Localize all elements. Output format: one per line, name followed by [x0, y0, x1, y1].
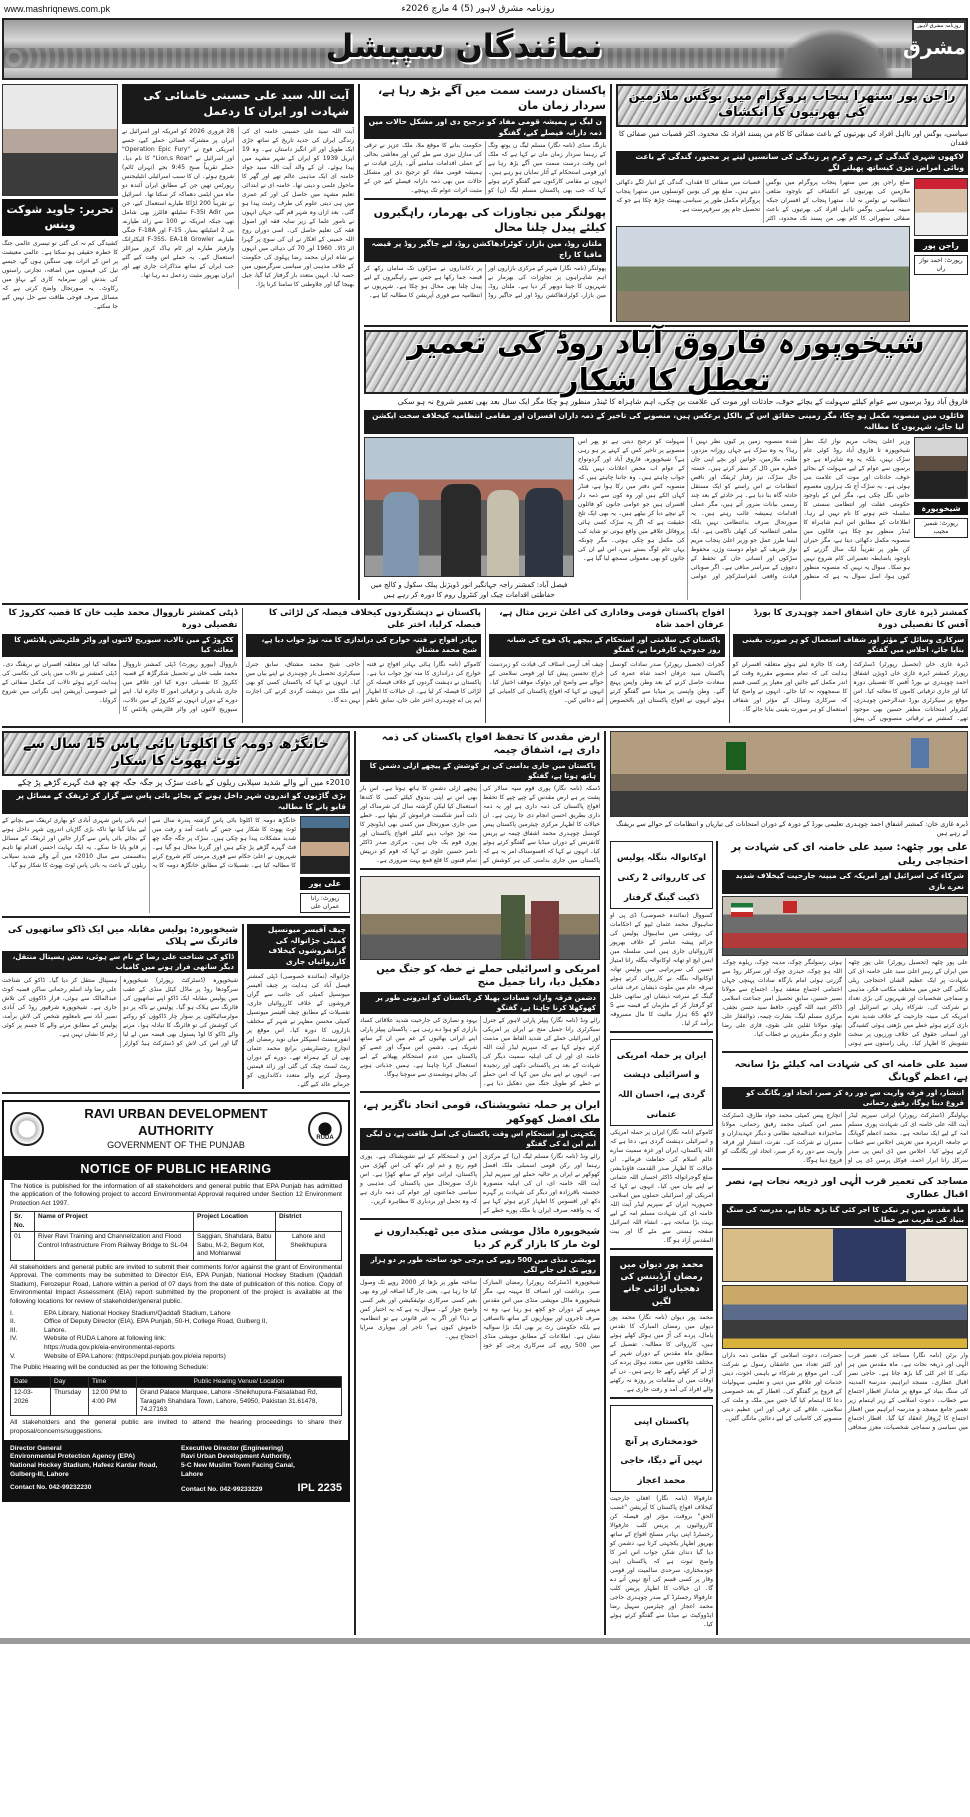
row-stories — [2, 608, 968, 722]
person-figure — [531, 901, 559, 959]
azam-headline: سید علی خامنہ ای کی شہادت امہ کیلئے بڑا سانحہ ہے، اعظم گوپانگ — [734, 1059, 968, 1083]
azam-subhead: انتشار، اور فرقہ واریت سے دور رہ کر صبر، اتحاد اور یگانگت کو فروغ دینا ہوگا، رفیق رحمانی — [722, 1087, 968, 1109]
khangarh-reporter-card — [300, 816, 350, 913]
rana-jamil-subhead: دشمن فرقہ وارانہ فسادات پھیلا کر پاکستان کو اندرونی طور پر کھوکھلا کرنا چاہتا ہے، گفتگو — [360, 992, 600, 1014]
schedule-row — [11, 1388, 342, 1416]
rajanpur-banner — [616, 84, 968, 127]
police-recovery-photo — [360, 876, 600, 960]
location-item — [10, 1318, 342, 1327]
ruda-seal-text: RUDA — [316, 1134, 334, 1141]
pakistan-body — [364, 141, 606, 195]
location-text: Office of Deputy Director (EIA), EPA Punjab, 50-H, College Road, Gulberg II, — [44, 1318, 268, 1326]
rajanpur-main — [616, 178, 910, 322]
top-right — [364, 84, 968, 600]
police-body-text: شیخوپورہ (ڈسٹرکٹ رپورٹر) شیخوپورہ سرگودھا روڈ پر ماڈل کیٹل منڈی کے عقب میں پولیس مقابلہ ایک ڈاکو اپنے ساتھیوں کی فائرنگ سے ہلاک ہو گیا۔ پولیس نے ناکہ پر دو موٹرسائیکلوں پر سوار چار ڈاکوؤں کو روکنے کی کوشش کی تو فائرنگ کا تبادلہ ہوا۔ مرنے والے ڈاکو کا لوڈ پستول بھی قبضہ میں لے لیا گیا اور اس کی لاش کو ڈسٹرکٹ ہیڈ کوارٹر ہسپتال منتقل کر دیا گیا۔ ڈاکو کی شناخت علی رضا ولد اسلم رحمانی ساکن قصبہ کوٹ عبدالمالک سے ہوئی، فرار ڈاکوؤں کی تلاش جاری ہے۔ شیخوپورہ شرقپور روڈ کی آبادی نصیر آباد سے نامعلوم شخص کی لاش برآمد، پولیس کے مطابق مرنے والے کا جسم پر کوئی زخم کا نشان نہیں ہے۔ — [2, 977, 238, 1048]
masajid-subhead: ماہ مقدس میں ہر نیکی کا اجر کئی گنا بڑھ جاتا ہے، مدرسہ کی سنگ بنیاد کی تقریب سے خطاب — [722, 1204, 968, 1226]
ejaz-body — [610, 1494, 713, 1629]
lead-photo — [364, 437, 574, 577]
khangarh-subhead2: بڑی گاڑیوں کو اندرون شہر داخل ہونے کے بجائے بائی پاس سے گزار کر ٹریفک کے مسائل پر قابو پانے کا مطالبہ — [2, 790, 350, 814]
lead-photo-caption: فیصل آباد: کمشنر راجہ جہانگیر انور ڈویژنل پبلک سکول و کالج میں حفاظتی اقدامات چیک اور کنٹرول روم کا دورہ کر رہے ہیں — [370, 581, 568, 600]
flag-icon — [731, 903, 753, 917]
arz-headline: ارض مقدس کا تحفظ افواج پاکستان کی ذمہ داری ہے، اشفاق چیمہ — [381, 731, 600, 756]
schedule-col-header: Public Hearing Venue/ Location — [137, 1376, 342, 1387]
project-col-header: District — [276, 1212, 342, 1232]
khangarh-headline: خانگڑھ دومہ کا اکلوتا بائی پاس 15 سال سے ٹوٹ پھوٹ کا شکار — [22, 735, 330, 769]
project-table-wrap — [4, 1211, 348, 1260]
ehsan-headline: ایران پر حملہ امریکی و اسرائیلی دہشت گردی ہے، احسان اللہ عثمانی — [616, 1050, 707, 1120]
row-story-body: ڈیرہ غازی خان (تحصیل رپورٹر) ڈسٹرکٹ رپورٹر کمشنر ڈیرہ غازی خان ڈویژن اشفاق احمد چوہدری نے بورڈ آفس کا تفصیلی دورہ کیا اور جاری ترقیاتی کاموں کا معائنہ کیا۔ اس موقع پر سیکرٹری بورڈ عبدالرحمن چوہدری، کنٹرولر امتحانات مظفر حسین بھی موجود تھے۔ کمشنر نے ترقیاتی منصوبوں کی پیش رفت کا جائزہ لیتے ہوئے متعلقہ افسران کو ہدایت کی کہ تمام منصوبے مقررہ وقت کے اندر مکمل کیے جائیں اور معیار پر کسی قسم کا سمجھوتہ نہ کیا جائے۔ انہوں نے واضح کیا کہ سرکاری وسائل کے مؤثر اور شفاف استعمال کو ہر صورت یقینی بنایا جائے گا۔ — [732, 660, 968, 722]
pakistan-phoolnagar — [364, 84, 612, 322]
lower-right-cols — [610, 841, 968, 1635]
row-story-subhead: ککروڑ کے مین تالاب، سیوریج لائنوں اور واٹر فلٹریشن پلانٹس کا معائنہ کیا — [2, 634, 238, 656]
location-num: I. — [10, 1309, 14, 1317]
row-story — [2, 608, 238, 722]
columnist-cols — [122, 127, 354, 289]
ramzan-body — [610, 1313, 713, 1394]
khangarh-place: علی پور — [300, 877, 350, 890]
schedule-col-header: Date — [11, 1376, 51, 1387]
location-text: Website of EPA Lahore: (https://epd.punjab.gov.pk/eia reports) — [44, 1352, 226, 1360]
mandi-headline: شیخوپورہ ماڈل مویشی منڈی میں ٹھیکیداروں نے لوٹ مار کا بازار گرم کر دیا — [374, 1226, 600, 1251]
azam-body-text: بہاولنگر (ڈسٹرکٹ رپورٹر) ایرانی سپریم لیڈر آیت اللہ علی خامنہ ای کی شہادت پوری مسلم امہ کے لیے ایک سانحہ ہے۔ محمد اعظم گوپانگ نے جامعہ الزہرہ میں تعزیتی اجلاس سے خطاب کرتے ہوئے کیا۔ اجلاس میں ڈی ایس پی صدر سرکل رانا ابرار احمد، فوکل پرسن ڈی پی او انچارج پیس کمیٹی محمد جواد طارق، ڈسٹرکٹ ممبر امن کمیٹی محمد رفیق رحمانی، مولانا صاحبزادہ عبدالمجید نظامی و دیگر عہدیداران و ممبران نے شرکت کی۔ نفرت، انتشار اور فرقہ واریت سے دور رہ کر صبر، اتحاد اور یگانگت کو فروغ دینا ہوگا۔ — [722, 1112, 968, 1164]
jaranwala-story — [242, 924, 350, 1090]
person-figure — [487, 490, 519, 576]
ejaz-story — [610, 1405, 713, 1632]
ehsan-box — [610, 1039, 713, 1126]
mandi-body — [360, 1278, 600, 1350]
project-table — [10, 1211, 342, 1260]
lead-body-text: وزیر اعلیٰ پنجاب مریم نواز ایک نظر شیخوپورہ تا فاروق آباد روڈ کوئی عام سڑک نہیں، بلکہ یہ وہ شاہراہ ہے جو برسوں سے عوام کے لیے سہولت کے بجائے خوف، حادثات اور موت کی علامت بنی ہوئی ہے۔ یہ سڑک آج تک ہزاروں معصوم جانیں نگل چکی ہے، مگر اس کے باوجود حکومتی غفلت اور انتظامی سستی کا سلسلہ ختم ہونے کا نام نہیں لے رہا۔ اطلاعات کے مطابق اس اہم شاہراہ کا ٹینڈر منظور ہو چکا ہے، فائلوں میں منصوبہ مکمل دکھائی دیتا ہے، مگر حیران کن طور پر تقریباً ایک سال گزرنے کے باوجود باضابطہ تعمیراتی کام شروع نہیں ہو سکا۔ سوال یہ نہیں کہ منصوبہ منظور کیوں ہوا، اصل سوال یہ ہے کہ منظور شدہ منصوبہ زمین پر کیوں نظر نہیں آ رہا؟ یہ وہ سڑک ہے جہاں روزانہ مزدور، طلبہ، ملازمین، خواتین اور بچے اپنی جان خطرے میں ڈال کر سفر کرتے ہیں۔ خستہ حال سڑک، تیز رفتار ٹریفک اور ناقص انتظامات نے اس راستے کو ایک مستقل حادثہ گاہ بنا دیا ہے۔ ہر حادثے کے بعد چند رسمی بیانات ضرور آتے ہیں، مگر عملی اقدامات ہمیشہ غائب رہتے ہیں۔ یہ صورتحال صرف بدانتظامی نہیں بلکہ ضلعی انتظامیہ کی کھلی ناکامی ہے۔ ایک ایسا طرز عمل جو وزیر اعلیٰ پنجاب مریم نواز شریف کے عوام دوست وژن، محفوظ سڑکوں اور انسانی جان کے تحفظ کے دعوؤں کے سراسر منافی ہے۔ اگر صوبائی قیادت واقعی انفراسٹرکچر اور عوامی سہولت کو ترجیح دیتی ہے تو پھر اس منصوبے پر تاخیر کس کے کہنے پر ہو رہی ہے؟ شیخوپورہ، فاروق آباد اور گردونواح کے عوام اب محض اعلانات نہیں بلکہ جواب چاہتے ہیں۔ وہ جاننا چاہتے ہیں کہ منصوبہ کس دفتر میں رکا ہوا ہے، فنڈز کہاں اٹکے ہیں اور وہ کون سے ذمہ دار افسران ہیں جو عوامی جانوں کو فائلوں کے نیچے دبا کر بیٹھے ہیں۔ یہ بھی ایک تلخ حقیقت ہے کہ اگر یہ سڑک کسی ہائی پروفائل علاقے میں واقع ہوتی تو شاید کب کی مکمل ہو چکی ہوتی۔ مگر چونکہ یہاں عام لوگ بستے ہیں، اس لیے ان کی جانوں کو بھی معمولی سمجھ لیا گیا ہے۔ — [578, 438, 910, 580]
narrow-col — [610, 841, 718, 1635]
flag-icon — [726, 742, 746, 770]
malik-body — [360, 1152, 600, 1215]
okanwala-headline: اوکانوالہ بنگلہ پولیس کی کارروائی 2 رکنی ڈکیت گینگ گرفتار — [616, 853, 707, 903]
footer-left — [10, 1445, 171, 1495]
location-text: Website of RUDA Lahore at following link: — [44, 1335, 166, 1343]
divider — [2, 726, 968, 728]
masthead-mountain — [774, 28, 894, 78]
ramzan-body-text: محمد پور دیوان (نامہ نگار) محمد پور دیوان میں رمضان المبارک کا تقدس پامال، پردے کی آڑ میں ہوٹل کھلے ہوئے ہیں، کارروائی کا مطالبہ۔ تفصیل کے مطابق ماہ مقدس کے دوران شہر کے مختلف علاقوں میں متعدد ہوٹل پردے کی آڑ لے کر کھلے رکھے جا رہے ہیں۔ دن کے اوقات میں ان مقامات پر روزہ نہ رکھنے والے افراد کی آمد و رفت جاری ہے۔ — [610, 1313, 713, 1393]
project-cell: River Ravi Training and Channelization and Flood Control Infrastructure From Railway Bridge to SL-04 — [35, 1232, 194, 1260]
masajid-story — [722, 1176, 968, 1435]
rally-headline: علی پور چٹھہ: سید علی خامنہ ای کی شہادت پر احتجاجی ریلی — [731, 842, 968, 867]
rajanpur-body — [616, 178, 910, 223]
footer-contact-row — [181, 1481, 342, 1495]
row-story-subhead: پاکستان کی سلامتی اور استحکام کے پیچھے پاک فوج کی شبانہ روز جدوجہد کارفرما ہے، گفتگو — [489, 634, 725, 656]
lead-body — [578, 437, 910, 600]
khangarh-body — [2, 816, 296, 913]
masajid-photo — [722, 1285, 968, 1349]
ipl-code: IPL 2235 — [297, 1481, 342, 1494]
location-num: III. — [10, 1326, 18, 1334]
okanwala-body-text: کسووال (نمائندہ خصوصی) ڈی پی او ساہیوال محمد عثمان ٹیپو کے احکامات کی روشنی میں ساہیوال پولیس کی جرائم پیشہ عناصر کے خلاف بھرپور کارروائیاں جاری ہیں اسی سلسلہ میں ایس ایچ او تھانہ اوکانوالہ بنگلہ رانا امتیاز حسین کی سربراہی میں پولیس تھانہ اوکانوالہ بنگلہ نے کارروائی کرتے ہوئے سرقہ عام میں ملوث ذیشان عرف شانی گینگ کے سرغنہ ذیشان اور ساتھی خلیل کو گرفتار کر کے ملزمان کے قبضہ سے 5 لاکھ 65 ہزار مالیت کا مال مسروقہ برآمد کر لیا۔ — [610, 911, 713, 1027]
okanwala-body — [610, 911, 713, 1028]
khangarh-content — [2, 816, 350, 913]
person-figure — [441, 484, 481, 576]
ehsan-body-text: کاموکے (نامہ نگار) ایران پر حملہ امریکی و اسرائیلی دہشت گردی ہے، دعا ہے کہ اللہ پاکستان، ایران اور غزہ سمیت سارے عالم اسلام کی حفاظت فرمائے۔ ان خیالات کا اظہار صدر القدمت فاؤنڈیشن ضلع گوجرانوالہ ڈاکٹر احسان اللہ عثمانی نے اپنے بیان میں کیا۔ انہوں نے کہا کہ امریکی اور اسرائیلی حملوں میں اسلامی جمہوریہ ایران کے سپریم لیڈر آیت اللہ خامنہ ای کی شہادت مسلم امہ کے لیے بہت بڑا سانحہ ہے۔ انشاء اللہ اسرائیل صفحہ ہستی سے مٹے گا اور بیت المقدس آزاد ہو گا۔ — [610, 1128, 713, 1244]
malik-headline: ایران پر حملہ تشویشناک، قومی اتحاد ناگزیر ہے، ملک افضل کھوکھر — [362, 1100, 600, 1125]
columnist-col3-text: کشیدگی کم نہ کی گئی تو تیسری عالمی جنگ کا خطرہ حقیقی ہو سکتا ہے۔ عالمی معیشت پر اس کے اثرات بھی سنگین ہوں گے، جیسے تیل کی قیمتوں میں اضافہ، تجارتی راستوں کی بندش اور سرمایہ کاری کے بہاؤ میں رکاوٹ۔ یہ صورتحال واضح کرتی ہے کہ مسائل صرف فوجی طاقت سے حل نہیں کیے جا سکتے۔ — [2, 239, 118, 310]
columnist-col1-text: آیت اللہ سید علی حسینی خامنہ ای کی زندگی ایران کی جدید تاریخ کے ساتھ جڑی ایک طویل اور اثر انگیز داستان ہے۔ وہ 19 اپریل 1939 کو ایران کے شہر مشہد میں پیدا ہوئے۔ ان کے والد آیت اللہ سید جواد خامنہ ای ایک مذہبی عالم تھے اور گھر کا ماحول علمی و دینی تھا۔ خامنہ ای نے ابتدائی تعلیم مشہد میں حاصل کی اور کم عمری میں ہی دینی علوم کی طرف رغبت پیدا ہو گئی۔ بعد ازاں وہ شہر قم گئے، جہاں انہوں نے نامور علما کے زیر سایہ فقہ اور اصول فقہ کی تعلیم حاصل کی۔ اسی دوران روح اللہ خمینی کے افکار نے ان کی سوچ پر گہرا اثر ڈالا۔ 1960 اور 70 کی دہائی میں انہوں نے شاہ ایران محمد رضا پہلوی کی حکومت کے خلاف مذہبی اور سیاسی سرگرمیوں میں حصہ لیا۔ انہیں متعدد بار گرفتار کیا گیا، جیل بھیجا گیا اور جلاوطنی کا سامنا کرنا پڑا۔ — [242, 127, 354, 288]
mandi-subhead: مویشی منڈی میں 500 روپے کی پرچی خود ساختہ طور پر دو ہزار روپے تک لی جانے لگی — [360, 1254, 600, 1276]
columnist-headline: آیت اللہ سید علی حسینی خامنائی کی شہادت اور ایران کا ردعمل — [122, 84, 354, 124]
project-cell: Lahore and Sheikhupura — [276, 1232, 342, 1260]
lead-subhead2: فائلوں میں منصوبہ مکمل ہو چکا، مگر زمینی حقائق اس کے بالکل برعکس ہیں، منصوبے کی تاخیر کے ذمہ داران افسران اور مقامی انتظامیہ کیخلاف سخت ایکشن لیا جائے، شہریوں کا مطالبہ — [364, 410, 968, 434]
location-text: EPA Library, National Hockey Stadium/Qaddafi Stadium, Lahore — [44, 1309, 231, 1317]
police-body — [2, 976, 238, 1048]
arz-body — [360, 784, 600, 865]
location-num: II. — [10, 1318, 16, 1326]
location-item — [10, 1353, 342, 1362]
schedule-table-wrap — [4, 1376, 348, 1417]
rajanpur-reporter-photo — [914, 178, 968, 236]
comments-text: All stakeholders and general public are invited to submit their comments for/or against the grant of Environmental Approval. The comments may be submitted to Director EIA, EPA Punjab, National Hockey Stadium (Qaddafi Stadium), Ferozepur Road, Lahore within a period of 07 days from the date of publication of this notice. Copy of Environmental Impact Assessment (EIA) report submitted by the proponent of the project is available at the following locations for review of stakeholder/general public. — [10, 1263, 342, 1305]
schedule-cell: 12:00 PM to 4:00 PM — [89, 1388, 137, 1416]
rajanpur-headline: راجن پور ستھرا پنجاب پروگرام میں بوگس ملازمین کی بھرتیوں کا انکشاف — [628, 89, 956, 121]
notice-title: NOTICE OF PUBLIC HEARING — [4, 1158, 348, 1180]
row-story-body: نارووال (بیورو رپورٹ) ڈپٹی کمشنر نارووال محمد طیب خان نے تحصیل شکرگڑھ کے قصبہ ککروڑ کا تفصیلی دورہ کیا اور علاقے میں جاری بلدیاتی و ترقیاتی امور کا جائزہ لیا۔ اپنے دورے کے دوران انہوں نے ککروڑ کے مین تالاب، سیوریج لائنوں اور واٹر فلٹریشن پلانٹس کا معائنہ کیا اور متعلقہ افسران نے بریفنگ دی۔ ڈپٹی کمشنر نے تالاب میں پانی کی نکاسی کی ہدایت کرتے ہوئے تالاب کی مکمل صفائی کے لیے خصوصی آپریشن اپنی نگرانی میں شروع کروایا۔ — [2, 660, 238, 713]
row-story-body: کاموکے (نامہ نگار) ہائی بہادر افواج نے فتنہ خوارج کی دراندازی کا منہ توڑ جواب دیا ہے۔ پاکستان نے دہشت گردوں کے خلاف فیصلہ کن لڑائی کا فیصلہ کر لیا ہے۔ ان خیالات کا اظہار ایم پی اے چوہدری اختر علی خان، سابق ناظم حاجی شیخ محمد مشتاق، سابق جنرل سیکرٹری تحصیل بار چوہدری نے اپنے بیان میں کیا۔ انہوں نے کہا کہ پاکستان کسی کو بھی اپنے ملک میں دہشت گردی کرنے کی اجازت نہیں دے گا۔ — [245, 660, 481, 704]
project-col-header: Sr. No. — [11, 1212, 35, 1232]
project-row — [11, 1232, 342, 1260]
project-col-header: Project Location — [194, 1212, 276, 1232]
location-item[interactable] — [10, 1344, 342, 1353]
footer-line: Director General — [10, 1444, 62, 1452]
schedule-col-header: Day — [51, 1376, 89, 1387]
rana-jamil-body — [360, 1016, 600, 1088]
meeting-photo-caption: ڈیرہ غازی خان: کمشنر اشفاق احمد چوہدری تعلیمی بورڈ کے دورہ کے دوران امتحانات کی تیاریاں و انتظامات کے حوالے سے بریفنگ لے رہے ہیں — [616, 819, 968, 837]
page-bottom-rule — [0, 1638, 970, 1644]
closing-text: All stakeholders and the general public are invited to attend the hearing proceedings to share their proposal/concerns/suggestions. — [10, 1419, 342, 1436]
phoolnagar-headline: پھولنگر میں تجاوزات کی بھرمار، راہگیروں کیلئے پیدل چلنا محال — [373, 206, 606, 235]
row-story-body: گجرات (تحصیل رپورٹر) صدر سادات کونسل پاکستان سید عرفان احمد شاہ عمرہ کی سعادت حاصل کرنے کے بعد وطن واپس پہنچ گئے۔ وطن واپسی پر میڈیا سے گفتگو کرتے ہوئے انہوں نے افواج پاکستان اور بالخصوص چیف آف آرمی اسٹاف کی قیادت کو زبردست خراج تحسین پیش کیا اور قومی سلامتی کے حوالے سے واضح اور دوٹوک موقف اختیار کیا۔ انہوں نے کہا کہ افواج پاکستان کی کامیابی کے لیے دعائیں کیں۔ — [489, 660, 725, 704]
ruda-link[interactable]: https://ruda.gov.pk/eia-environmental-reports — [44, 1343, 175, 1351]
notice-intro: The Notice is published for the information of all stakeholders and general public that EPA Punjab has admitted the application of the following project to accord Environmental Approval required under Section 12 Environment Protection Act 1997. — [10, 1182, 342, 1207]
ramzan-story — [610, 1256, 713, 1399]
columnist-col3 — [2, 239, 118, 311]
malik-subhead: یکجہتی اور استحکام اس وقت پاکستان کی اصل طاقت ہے، ن لیگی ایم این اے کی گفتگو — [360, 1128, 600, 1150]
ad-header — [4, 1102, 348, 1157]
phoolnagar-body-text: پھولنگر (نامہ نگار) شہر کے مرکزی بازاروں اور اہم شاہراہوں پر تجاوزات کی بھرمار نے شہریوں کا جینا دوبھر کر دیا ہے۔ ملتان روڈ، مین بازار، کوٹرادھاکشن روڈ اور لبے جاگیر روڈ پر دکانداروں نے سڑکوں تک سامان رکھ کر قبضہ جما رکھا ہے جس سے راہگیروں کے لیے پیدل چلنا بھی محال ہو چکا ہے۔ شہریوں نے انتظامیہ سے فوری آپریشن کا مطالبہ کیا ہے۔ — [364, 264, 606, 299]
meeting-photo — [610, 731, 968, 817]
mandi-story — [360, 1226, 600, 1353]
lead-reporter-card — [914, 437, 968, 600]
malik-story — [360, 1099, 600, 1220]
lead-subhead1: فاروق آباد روڈ برسوں سے عوام کیلئے سہولت کے بجائے خوف، حادثات اور موت کی علامت بن چکی، اہم شاہراہ کا ٹینڈر منظور ہو چکا مگر ایک سال بعد بھی تعمیر شروع نہ ہو سکی — [397, 397, 968, 407]
ad-org-name: RAVI URBAN DEVELOPMENT AUTHORITY — [84, 1106, 268, 1139]
footer-line: Environmental Protection Agency (EPA) — [10, 1453, 135, 1461]
schedule-table — [10, 1376, 342, 1417]
location-num: V. — [10, 1352, 16, 1360]
footer-line: Lahore — [181, 1471, 203, 1479]
project-col-header: Name of Project — [35, 1212, 194, 1232]
person-figure — [383, 492, 419, 576]
ejaz-body-text: عارفوالا (نامہ نگار) افغان جارحیت کیخلاف افواج پاکستان کا آپریشن "غضب الحق" بروقت، مؤثر اور فیصلہ کن کارروائیوں پر پریس کلب عارفوالا رجسٹرڈ اپنی بہادر مسلح افواج کے ساتھ بھرپور اظہار یکجہتی کرتا ہے، دشمن کو دیا گیا دندان شکن جواب اس امر کا واضح ثبوت ہے کہ پاکستان اپنی خودمختاری، سرحدی سالمیت اور قومی وقار پر کسی قسم کی آنچ نہیں آنے دے گا۔ ان خیالات کا اظہار پریس کلب عارفوالا رجسٹرڈ کے صدر چوہدری حاجی محمد اعجاز اور چیئرمین سہیل رضا ایڈووکیٹ نے میڈیا سے گفتگو کرتے ہوئے کیا۔ — [610, 1494, 713, 1628]
columnist-col2 — [122, 127, 234, 289]
rally-story — [722, 841, 968, 1053]
flag-icon — [911, 738, 929, 768]
wide-col — [722, 841, 968, 1635]
punjab-seal-icon — [10, 1112, 44, 1146]
okanwala-story — [610, 841, 713, 1032]
rajanpur-reporter-card — [914, 178, 968, 322]
person-figure — [525, 488, 563, 576]
location-item — [10, 1327, 342, 1336]
ejaz-box — [610, 1405, 713, 1492]
rajanpur-subhead2: لاکھوں شہری گندگی کے رحم و کرم پر زندگی کی سانسیں لینے پر مجبور، گندگی کے باعث وبائی امراض تیزی کیساتھ پھیلنے لگے — [616, 151, 968, 175]
lower-right — [610, 731, 968, 1635]
rana-jamil-story — [360, 963, 600, 1093]
location-item — [10, 1335, 342, 1344]
khangarh-banner — [2, 731, 350, 776]
footer-contact: Contact No. 042-99233229 — [181, 1485, 263, 1493]
footer-line: Gulberg-III, Lahore — [10, 1471, 69, 1479]
section-lower — [2, 731, 968, 1635]
website-url[interactable]: www.mashriqnews.com.pk — [4, 4, 111, 14]
lower-middle — [360, 731, 606, 1635]
footer-line: 5-C New Muslim Town Facing Canal, — [181, 1462, 295, 1470]
divider — [2, 603, 968, 605]
dateline: روزنامہ مشرق لاہور (5) 4 مارچ 2026ء — [401, 4, 555, 14]
rana-jamil-headline: امریکی و اسرائیلی حملے نے خطہ کو جنگ میں دھکیل دیا، رانا جمیل منج — [376, 963, 600, 989]
lead-banner — [364, 325, 968, 399]
pakistan-body-text: بارنگ منڈی (نامہ نگار) مسلم لیگ ن یوتھ ونگ کے رہنما سردار زمان مان نے کہا ہے کہ ملک اس وقت درست سمت میں آگے بڑھ رہا ہے اور قومی استحکام کے آثار نمایاں ہو رہے ہیں۔ انہوں نے مقامی کارکنوں سے گفتگو کرتے ہوئے کہا کہ جب بھی پاکستان مسلم لیگ (ن) کو حکومت بنانے کا موقع ملا، ملک عزیز نے ترقی کی منازل تیزی سے طے کیں اور معاشی بحالی کے عملی اقدامات سامنے آئے۔ پارٹی قیادت نے ہمیشہ قومی مفاد کو ترجیح دی اور مشکل حالات میں بھی ذمہ دارانہ فیصلے کیے جن کے مثبت اثرات عوام تک پہنچے۔ — [364, 142, 606, 195]
police-subhead: ڈاکو کی شناخت علی رضا کے نام سے ہوئی، نعش ہسپتال منتقل، دیگر ساتھی فرار ہونے میں کامیاب — [2, 951, 238, 973]
row-story — [242, 608, 482, 722]
schedule-col-header: Time — [89, 1376, 137, 1387]
khangarh-story — [2, 731, 350, 918]
logo-text: مشرق — [902, 34, 966, 59]
rajanpur-field-photo — [616, 226, 910, 322]
jaranwala-body — [247, 972, 350, 1089]
row-story-headline: کمشنر ڈیرہ غازی خان اشفاق احمد چوہدری کا بورڈ آفس کا تفصیلی دورہ — [753, 608, 968, 630]
rajanpur-reporter: رپورٹ: احمد نواز راں — [914, 255, 968, 275]
row-story-headline: افواج پاکستان قومی وفاداری کی اعلیٰ ترین مثال ہے، عرفان احمد شاہ — [499, 608, 725, 630]
rajanpur-place: راجن پور — [914, 239, 968, 252]
azam-body — [722, 1111, 968, 1165]
row-story-headline: ڈپٹی کمشنر نارووال محمد طیب خان کا قصبہ ککروڑ کا تفصیلی دورہ — [8, 608, 238, 630]
footer-right — [181, 1445, 342, 1495]
masajid-headline: مساجد کی تعمیر قرب الٰہی اور ذریعہ نجات ہے، نصر اقبال عطاری — [726, 1176, 968, 1200]
logo-tagline: روزنامہ مشرق لاہور — [914, 23, 964, 30]
pakistan-headline: پاکستان درست سمت میں آگے بڑھ رہا ہے، سردار زمان مان — [377, 84, 606, 112]
pakistan-subhead: ن لیگ نے ہمیشہ قومی مفاد کو ترجیح دی اور مشکل حالات میں ذمہ دارانہ فیصلے کیے، گفتگو — [364, 116, 606, 140]
phoolnagar-body — [364, 264, 606, 300]
rajanpur-story — [616, 84, 968, 322]
columnist-left — [2, 84, 118, 600]
row-story — [485, 608, 725, 722]
arz-body-text: ڈسکہ (نامہ نگار) پوری قوم سپہ سالار کی پشت پر ہے ارض مقدس کے چپے چپے کا تحفظ افواج پاکستان کی ذمہ داری ہے اور یہ ذمہ داری بطریق احسن انجام دی جا رہی ہے۔ ان خیالات کا اظہار مرکزی چیئرمین پاکستان پیس کونسل چوہدری محمد اشفاق چیمہ نے پریس کانفرنس کے دوران میڈیا سے گفتگو کرتے ہوئے کیا۔ انہوں نے کہا کہ افسوسناک امر یہ ہے کہ پاکستان میں جاری بدامنی کی ہر کوشش کے پیچھے ازلی دشمن کا ہاتھ ہوتا ہے۔ اس بار بھی اس نے اپنی بندوق کیلئے کسی کا کندھا استعمال کیا لیکن گزشتہ سال کی شرمناک اور ذلت آمیز شکست فراموش کر بیٹھا ہے۔ خطے میں جاری صورتحال میں کسی بھی ایڈونچر کا منہ توڑ جواب دینے کیلئے افواج پاکستان اور پوری قوم یک جان ہیں۔ مرکزی صدر ڈاکٹر ناصر حسین علوی نے کہا کہ قوم کو درپیش تمام فتنوں کا قلع قمع بہت ضروری ہے۔ — [360, 784, 600, 864]
rally-subhead: شرکاء کی اسرائیل اور امریکہ کی مبینہ جارحیت کیخلاف شدید نعرے بازی — [722, 870, 968, 894]
schedule-cell: Thursday — [51, 1388, 89, 1416]
columnist-byline: تحریر: جاوید شوکت وینس — [2, 199, 118, 236]
columnist-dateline: 28 فروری 2026 کو امریکہ اور اسرائیل نے — [122, 127, 235, 135]
rally-body — [722, 958, 968, 1048]
project-cell: 01 — [11, 1232, 35, 1260]
lead-story — [364, 325, 968, 600]
rajanpur-content — [616, 178, 968, 322]
flag-icon — [783, 901, 797, 913]
ruda-advertisement — [2, 1100, 350, 1501]
masthead — [2, 18, 968, 80]
ramzan-headline: محمد پور دیوان میں رمضان آرڈیننس کی دھجیاں اڑائی جانے لگیں — [610, 1256, 713, 1311]
police-jaranwala — [2, 924, 350, 1095]
lead-headline: شیخوپورہ فاروق آباد روڈ کی تعمیر تعطل کا شکار — [407, 325, 925, 399]
rally-photo — [722, 896, 968, 956]
police-headline: شیخوپورہ: پولیس مقابلہ میں ایک ڈاکو ساتھیوں کی فائرنگ سے ہلاک — [7, 924, 238, 947]
ehsan-body — [610, 1128, 713, 1245]
masajid-body-text: وار برٹن (نامہ نگار) مساجد کی تعمیر قرب الٰہی اور ذریعہ نجات ہے۔ ماہ مقدس میں ہر نیکی کا اجر کئی گنا بڑھ جاتا ہے۔ حاجی نصر اقبال عطاری۔ مسجد ابراہیم، مدرسۃ المدینہ کی سنگ بنیاد کے موقع پر شاندار افطار اجتماع سے خطاب۔ دعوت اسلامی کے زیر اہتمام زیر تعمیر جامع مسجد و مدرسہ ابراہیم میں افطار اجتماع کا پُروقار انعقاد کیا گیا۔ افطار اجتماع میں سیاسی و سماجی شخصیات، معزز صحافی حضرات، دعوت اسلامی کے مقامی ذمہ داران اور کثیر تعداد میں عاشقان رسول نے شرکت کی۔ اس موقع پر شرکاء نے باہمی اخوت، دینی خدمات اور علاقے میں دینی و تعلیمی سہولیات کے فروغ پر گفتگو کی۔ افطار کے بعد خصوصی دعا کا اہتمام کیا گیا جس میں ملک و ملت کی سلامتی، علاقے کی ترقی اور اس عظیم دینی منصوبے کی کامیابی کے لیے دعائیں مانگی گئیں۔ — [722, 1351, 968, 1431]
khangarh-subhead1: 2010ء میں آنے والے شدید سیلابی ریلوں کے باعث سڑک پر جگہ جگہ چھ چھ فٹ گہرے گڑھے پڑ چکے — [17, 777, 350, 787]
section-title: نمائندگان سپیشل — [325, 27, 603, 65]
location-item — [10, 1310, 342, 1319]
project-cell: Saggian, Shahdara, Babu Sabu, M-2, Begum Kot, and Mohlanwal — [194, 1232, 276, 1260]
ad-footer — [4, 1440, 348, 1500]
ruda-seal-icon — [308, 1112, 342, 1146]
newspaper-logo[interactable] — [902, 20, 966, 78]
police-story — [2, 924, 238, 1090]
ad-org — [50, 1106, 302, 1151]
ad-org-sub: GOVERNMENT OF THE PUNJAB — [107, 1139, 245, 1150]
masajid-body — [722, 1351, 968, 1432]
person-figure — [501, 895, 525, 959]
footer-line: Ravi Urban Development Authority, — [181, 1453, 292, 1461]
footer-line: National Hockey Stadium, Hafeez Kardar Road, — [10, 1462, 158, 1470]
location-num — [10, 1344, 44, 1353]
lower-left — [2, 731, 356, 1635]
top-line — [0, 0, 970, 18]
row-story — [729, 608, 969, 722]
footer-line: Executive Director (Engineering) — [181, 1444, 284, 1452]
schedule-cell: 12-03-2026 — [11, 1388, 51, 1416]
pakistan-story — [364, 84, 606, 200]
location-num: IV. — [10, 1335, 18, 1343]
okanwala-box — [610, 841, 713, 908]
schedule-intro: The Public Hearing will be conducted as per the following Schedule: — [10, 1364, 209, 1372]
phoolnagar-story — [364, 206, 606, 302]
schedule-cell: Grand Palace Marquee, Lahore -Sheikhupura-Faisalabad Rd, Taragarh Shahdara Town, Lahore, 54950, Pakistan 31.61478, 74.27163 — [137, 1388, 342, 1416]
row-story-subhead: بہادر افواج نے فتنہ خوارج کی دراندازی کا منہ توڑ جواب دیا ہے، شیخ محمد مشتاق — [246, 634, 482, 656]
columnist-col2-text: ایران پر مشترکہ فضائی حملے کیے، جسے امریکی فوج نے "Operation Epic Fury" اور اسرائیل نے "Lion,s Roar" کا نام دیا۔ حملے تقریباً صبح 9:45 بجے (تہران ٹائم) شروع ہوئے۔ ان کا سبب اسرائیلی انٹیلیجنس رپورٹس تھیں جن کے مطابق ایران آئندہ دو ماہ میں ایٹمی دھماکہ کر سکتا تھا۔ اسرائیل نے تقریباً 200 لڑاکا طیارے استعمال کیے، جن میں F-35I Adir سٹیلتھ فائٹرز بھی شامل تھے، جبکہ امریکہ نے 100 سے زائد طیارے، بی 2 اسٹیلتھ بمبار، F-15 اور F-18A جنگی طیارے، F-35S، EA-18 Growler الیکٹرانک وارفیئر طیارے اور ٹام ہاک کروز میزائلز استعمال کیے۔ یہ حملے اس وقت کیے گئے جب ایران کے ساتھ مذاکرات جاری تھے اور ایران بھرپور مثبت ردعمل دے رہا تھا۔ — [122, 136, 235, 279]
row-story-subhead: سرکاری وسائل کے مؤثر اور شفاف استعمال کو ہر صورت یقینی بنایا جائے، اجلاس میں گفتگو — [733, 634, 969, 656]
malik-body-text: رائے ونڈ (نامہ نگار) مسلم لیگ (ن) کے مرکزی رہنما اور رکن قومی اسمبلی ملک افضل کھوکھر نے ایران پر حالیہ حملے اور سپریم لیڈر آیت اللہ خامنہ ای، ان کی اہلیہ منصورہ خجستہ باقرزادہ اور دیگر کی شہادت پر گہرے دکھ اور افسوس کا اظہار کرتے ہوئے کہا ہے کہ یہ واقعہ صرف ایران یا ملک پورے خطے کے امن و استحکام کے لیے تشویشناک ہے۔ پوری قوم رنج و غم اور دکھ کی اس گھڑی میں پاکستان، ایرانی عوام کے ساتھ کھڑا ہے۔ اس نازک صورتحال میں پاکستان کی مذہبی و سیاسی جماعتوں اور عوام کی ذمہ داری ہے کہ وہ تحمل اور بردباری کا مظاہرہ کریں۔ — [360, 1153, 600, 1215]
columnist-right — [122, 84, 354, 600]
arz-story — [360, 731, 600, 870]
rana-jamil-body-text: رائے ونڈ (نامہ نگار) پیپلز پارٹی لاہور کے جنرل سیکرٹری رانا جمیل منج نے ایران پر امریکی اور اسرائیلی حملے کی شدید الفاظ میں مذمت کرتے ہوئے کہا ہے کہ سپریم لیڈر آیت اللہ خامنہ ای اور ان کی اہلیہ سمیت دیگر کی شہادت کے بعد ہر پاکستانی دکھی اور رنجیدہ ہے۔ انہوں نے اپنے بیان میں کہا کہ اس حملے نے خطے کو طویل جنگ میں دھکیل دیا ہے۔ یہود و نصاریٰ کی جارحیت شدید علاقائی کساد بازاری کو ہوا دے رہی ہے۔ پاکستان پیپلز پارٹی اپنے ایرانی بھائیوں کے غم میں ان کے ساتھ شریک ہے۔ دشمن اس سوگ اور غصے کو پاکستان میں عدم استحکام پھیلانے کے لیے استعمال کرنا چاہتا ہے۔ ہمیں جذباتی ہونے کی بجائے ہوشمندی سے سوچنا ہوگا۔ — [360, 1017, 600, 1088]
columnist-portrait — [2, 84, 118, 196]
arz-subhead: پاکستان میں جاری بدامنی کی ہر کوشش کے پیچھے ازلی دشمن کا ہاتھ ہوتا ہے، گفتگو — [360, 760, 600, 782]
phoolnagar-subhead: ملتان روڈ، مین بازار، کوٹرادھاکشن روڈ، لبے جاگیر روڈ پر قبضہ مافیا کا راج — [364, 238, 606, 262]
footer-contact: Contact No. 042-99232230 — [10, 1483, 92, 1491]
locations-list — [4, 1310, 348, 1362]
khangarh-body-text: خانگڑھ دومہ کا اکلوتا بائی پاس گزشتہ پندرہ سال سے ٹوٹ پھوٹ کا شکار ہے، جس کے باعث آمد و رفت میں شدید مشکلات پیدا ہو چکی ہیں۔ سڑک پر جگہ جگہ چھ فٹ گہرے گڑھے پڑ چکے ہیں اور گزرنا محال ہو گیا ہے۔ شہریوں نے اعلیٰ حکام سے فوری مرمتی کام شروع کرنے کا مطالبہ کیا ہے۔ تفصیلات کے مطابق خانگڑھ دومہ کا یہ اہم بائی پاس شہری آبادی کو بھاری ٹریفک سے بچانے کے لیے بنایا گیا تھا تاکہ بڑی گاڑیاں اندرون شہر داخل ہونے کے بجائے بائی پاس سے گزار جائیں اور ٹریفک کے مسائل پر قابو پایا جا سکے۔ یہ ایک نہایت احسن اقدام تھا تاہم بدقسمتی سے سال 2010ء میں آنے والے شدید سیلابی ریلوں کے باعث یہ بائی پاس ٹوٹ پھوٹ کا شکار ہو گیا۔ — [2, 817, 296, 870]
masajid-event-photo — [722, 1228, 968, 1282]
rajanpur-body-text: ضلع راجن پور میں ستھرا پنجاب پروگرام میں بوگس ملازمین کی بھرتیوں کے انکشاف کے باوجود ضلعی انتظامیہ نے نوٹس نہ لیا۔ ستھرا پنجاب کے افسران جبکہ مبینہ سیاسی بوگس نااہل افراد کی بھرتیوں کے باعث صفائی ستھرائی کا کام بھی من پسند تک محدود، اکثر قصبات میں صفائی کا فقدان، گندگی کے انبار لگے دکھائی دیتے ہیں۔ ضلع بھر کی یونین کونسلوں میں ستھرا پنجاب پروگرام مکمل طور پر سیاسی بھینٹ چڑھ چکا ہے جو کہ تحصیل جام پور سرفہرست ہے۔ — [616, 179, 910, 223]
location-text: Lahore. — [44, 1326, 67, 1334]
columnist-col1 — [238, 127, 354, 289]
lead-photo-col — [364, 437, 574, 600]
lead-reporter: رپورٹ: شمیر مجیب — [914, 518, 968, 538]
jaranwala-body-text: جڑانوالہ (نمائندہ خصوصی) ڈپٹی کمشنر فیصل آباد کی ہدایت پر چیف آفیسر میونسپل کمیٹی کی جانب سے گراں فروشوں کے خلاف کارروائیاں جاری، تفصیلات کے مطابق چیف آفیسر میونسپل کمیٹی محسن مظہر نے شہر کے مختلف بازاروں کا دورہ کیا۔ اس موقع پر انفورسمنٹ انسپکٹر میاں نوید رمضان اور انچارج رجسٹریشن برانچ محمد عثمان بھی ان کے ہمراہ تھے۔ دورے کے دوران ریٹ لسٹ چیک کی گئی اور زائد قیمتیں وصول کرنے والے متعدد دکانداروں کو جرمانے عائد کیے گئے۔ — [247, 973, 350, 1089]
lead-reporter-photo — [914, 437, 968, 499]
columnist-block — [2, 84, 360, 600]
khangarh-reporter: رپورٹ: رانا عمران علی — [300, 893, 350, 913]
ejaz-headline: پاکستان اپنی خودمختاری پر آنچ نہیں آنے دیگا، حاجی محمد اعجاز — [620, 1416, 703, 1487]
top-right-upper — [364, 84, 968, 322]
ehsan-story — [610, 1039, 713, 1250]
rally-body-text: علی پور چٹھہ (تحصیل رپورٹر) علی پور چٹھہ میں ایران کے رہبر اعلیٰ سید علی خامنہ ای کی شہادت پر ایک عظیم الشان احتجاجی ریلی نکالی گئی جس میں مختلف مکاتب فکر، مذہبی و سماجی شخصیات اور شہریوں کی بڑی تعداد نے شرکت کی۔ شرکاء ریلی نے اسرائیل اور امریکہ کی مبینہ جارحیت کے خلاف شدید نعرے بازی کرتے ہوئے خطے میں بڑھتی ہوئی کشیدگی اور انسانی حقوق کی خلاف ورزیوں پر سخت تشویش کا اظہار کیا۔ ریلی راستوں سے ہوتی ہوئی رسولنگر چوک، مدینہ چوک، ریلوے چوک، اللہ ہو چوک، حیدری چوک اور سرکلر روڈ سے گزرتی ہوئی امام بارگاہ سادات پہنچی جہاں اختتامی اجتماع منعقد ہوا۔ اجتماع سے مولانا نصیر حسین، سابق تحصیل امیر جماعت اسلامی ڈاکٹر عبید اللہ گوہر، حافظ سید حسن نجفی، مرکزی مسلم لیگ، بشارت چیمہ، ذوالفقار علی بھٹو، مولانا ثقلین علی نقوی، قاری علی رضا علوی و دیگر مقررین نے خطاب کیا۔ — [722, 959, 968, 1048]
rajanpur-subhead1: سیاسی، بوگس اور نااہل افراد کی بھرتیوں کے باعث صفائی کا کام من پسند افراد تک محدود، اکثر قصبات میں صفائی کا فقدان — [619, 129, 968, 147]
lead-place: شیخوپورہ — [914, 502, 968, 515]
azam-story — [722, 1059, 968, 1170]
jaranwala-headline: چیف آفیسر میونسپل کمیٹی جڑانوالہ کی گرانفروشوں کیخلاف کارروائیاں جاری — [247, 924, 350, 970]
section-top — [2, 84, 968, 600]
row-story-headline: پاکستان نے دہشتگردوں کیخلاف فیصلہ کن لڑائی کا فیصلہ کرلیا، اختر علی — [268, 608, 481, 630]
lead-content — [364, 437, 968, 600]
mandi-body-text: شیخوپورہ (ڈسٹرکٹ رپورٹر) رمضان المبارک صبر، برداشت اور انصاف کا مہینہ ہے، مگر شیخوپورہ ماڈل مویشی منڈی میں اس مقدس مہینے کے دوران جو کچھ ہو رہا ہے، وہ نہ صرف تاجروں اور بیوپاریوں کے ساتھ ناانصافی ہے بلکہ حکومتی رٹ پر بھی ایک بڑا سوالیہ نشان ہے۔ اطلاعات کے مطابق مویشی منڈی میں 500 روپے کی سرکاری پرچی کو خود ساختہ طور پر بڑھا کر 2000 روپے تک وصول کیا جا رہا ہے۔ یعنی چار گنا اضافہ اور وہ بھی بغیر کسی سرکاری نوٹیفکیشن اور بغیر کسی واضح جواز کے۔ سوال یہ ہے کہ یہ اختیار کس نے دیا؟ اور اگر یہ غیر قانونی ہے تو انتظامیہ خاموش کیوں ہے؟ تاجر اور بیوپاری سراپا احتجاج ہیں۔ — [360, 1279, 601, 1350]
khangarh-reporter-photo — [300, 816, 350, 874]
